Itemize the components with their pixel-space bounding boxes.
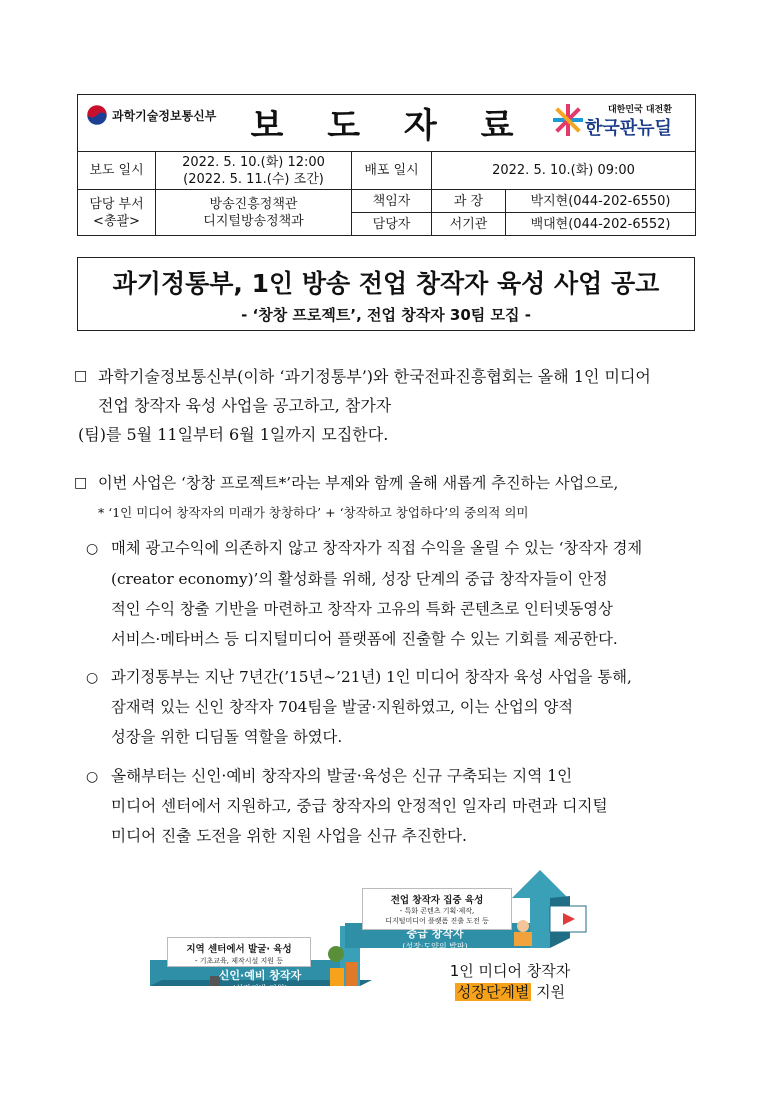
resp-title: 과 장 (432, 190, 506, 213)
b1-line3: 적인 수익 창출 기반을 마련하고 창작자 고유의 특화 콘텐츠로 인터넷동영상 (111, 600, 613, 618)
ministry-name: 과학기술정보통신부 (112, 108, 217, 123)
dist-label: 배포 일시 (352, 152, 432, 190)
p2-line1: 이번 사업은 ‘창창 프로젝트*’라는 부제와 함께 올해 새롭게 추진하는 사업으로, (98, 474, 619, 492)
p1-line3: (팀)를 5월 11일부터 6월 1일까지 모집한다. (78, 425, 389, 444)
box2 (362, 888, 512, 930)
step2-sub: (성장·도약의 발판) (402, 942, 468, 951)
step1-sub: (성장기반 지원) (232, 984, 288, 993)
newdeal-name: 한국판뉴딜 (585, 118, 672, 139)
dept-name-line1: 방송진흥정책관 (209, 196, 298, 212)
box2-title: 전업 창작자 집중 육성 (390, 895, 484, 906)
b3-line1: 올해부터는 신인·예비 창작자의 발굴·육성은 신규 구축되는 지역 1인 (111, 767, 573, 785)
p1-line2: 전업 창작자 육성 사업을 공고하고, 참가자 (98, 396, 392, 415)
box1 (167, 937, 311, 967)
bullet-circle-icon: ○ (86, 541, 99, 557)
headline-title: 과기정통부, 1인 방송 전업 창작자 육성 사업 공고 (112, 269, 660, 298)
step1-title: 신인·예비 창작자 (218, 969, 302, 982)
press-release-title: 보 도 자 료 (250, 106, 530, 146)
bullet-circle-icon: ○ (86, 769, 99, 785)
caption-tail: 지원 (531, 983, 566, 1001)
b1-line4: 서비스·메타버스 등 디지털미디어 플랫폼에 진출할 수 있는 기회를 제공한다. (111, 630, 618, 648)
contact-name: 백대현(044-202-6552) (506, 213, 696, 236)
b1-line1: 매체 광고수익에 의존하지 않고 창작자가 직접 수익을 올릴 수 있는 ‘창작자 경제 (111, 539, 643, 557)
b2-line3: 성장을 위한 디딤돌 역할을 하였다. (111, 728, 343, 746)
b3-line3: 미디어 진출 도전을 위한 지원 사업을 신규 추진한다. (111, 827, 467, 845)
dept-name-line2: 디지털방송정책과 (203, 213, 304, 229)
resp-label: 책임자 (352, 190, 432, 213)
report-time-line1: 2022. 5. 10.(화) 12:00 (182, 154, 325, 170)
box1-title: 지역 센터에서 발굴· 육성 (186, 944, 292, 955)
dept-label-line1: 담당 부서 (89, 196, 144, 212)
caption-highlight: 성장단계별 (456, 983, 530, 1001)
report-time (156, 152, 352, 190)
p1-line1: 과학기술정보통신부(이하 ‘과기정통부’)와 한국전파진흥협회는 올해 1인 미디어 (98, 367, 651, 386)
p2-footnote: * ‘1인 미디어 창작자의 미래가 창창하다’ + ‘창작하고 창업하다’의 중의적 의미 (98, 505, 529, 520)
b1-line2: (creator economy)’의 활성화를 위해, 성장 단계의 중급 창작자들이 안정 (111, 570, 608, 588)
creator-person-icon (517, 920, 529, 932)
step1-label (160, 967, 360, 994)
step2-label (360, 925, 510, 952)
box2-sub2: 디지털미디어 플랫폼 진출 도전 등 (385, 917, 489, 925)
infographic-caption (420, 960, 600, 1002)
headline-box (77, 257, 695, 331)
contact-label: 담당자 (352, 213, 432, 236)
dist-time: 2022. 5. 10.(화) 09:00 (432, 152, 696, 190)
b3-line2: 미디어 센터에서 지원하고, 중급 창작자의 안정적인 일자리 마련과 디지털 (111, 797, 608, 815)
dept-name (156, 190, 352, 236)
b2-line1: 과기정통부는 지난 7년간(’15년~’21년) 1인 미디어 창작자 육성 사업을 통해, (111, 668, 632, 686)
caption-line1: 1인 미디어 창작자 (449, 962, 571, 980)
resp-name: 박지현(044-202-6550) (506, 190, 696, 213)
report-label: 보도 일시 (78, 152, 156, 190)
press-info-table (77, 94, 696, 236)
newdeal-slogan: 대한민국 대전환 (607, 105, 672, 115)
checkbox-square-icon: □ (74, 475, 88, 491)
report-time-line2: (2022. 5. 11.(수) 조간) (183, 171, 324, 187)
headline-subtitle: - ‘창창 프로젝트’, 전업 창작자 30팀 모집 - (241, 306, 531, 324)
dept-label-line2: <총괄> (93, 213, 140, 229)
box2-sub1: - 특화 콘텐츠 기획·제작, (399, 907, 475, 915)
box1-sub: - 기초교육, 제작시설 지원 등 (194, 957, 284, 965)
tree-icon (328, 946, 344, 962)
creator-body (514, 932, 532, 946)
title-row (78, 95, 696, 152)
checkbox-square-icon: □ (74, 368, 88, 384)
step2-title: 중급 창작자 (406, 927, 464, 940)
dept-label (78, 190, 156, 236)
contact-title: 서기관 (432, 213, 506, 236)
b2-line2: 잠재력 있는 신인 창작자 704팀을 발굴·지원하였고, 이는 산업의 양적 (111, 698, 574, 716)
bullet-circle-icon: ○ (86, 670, 99, 686)
